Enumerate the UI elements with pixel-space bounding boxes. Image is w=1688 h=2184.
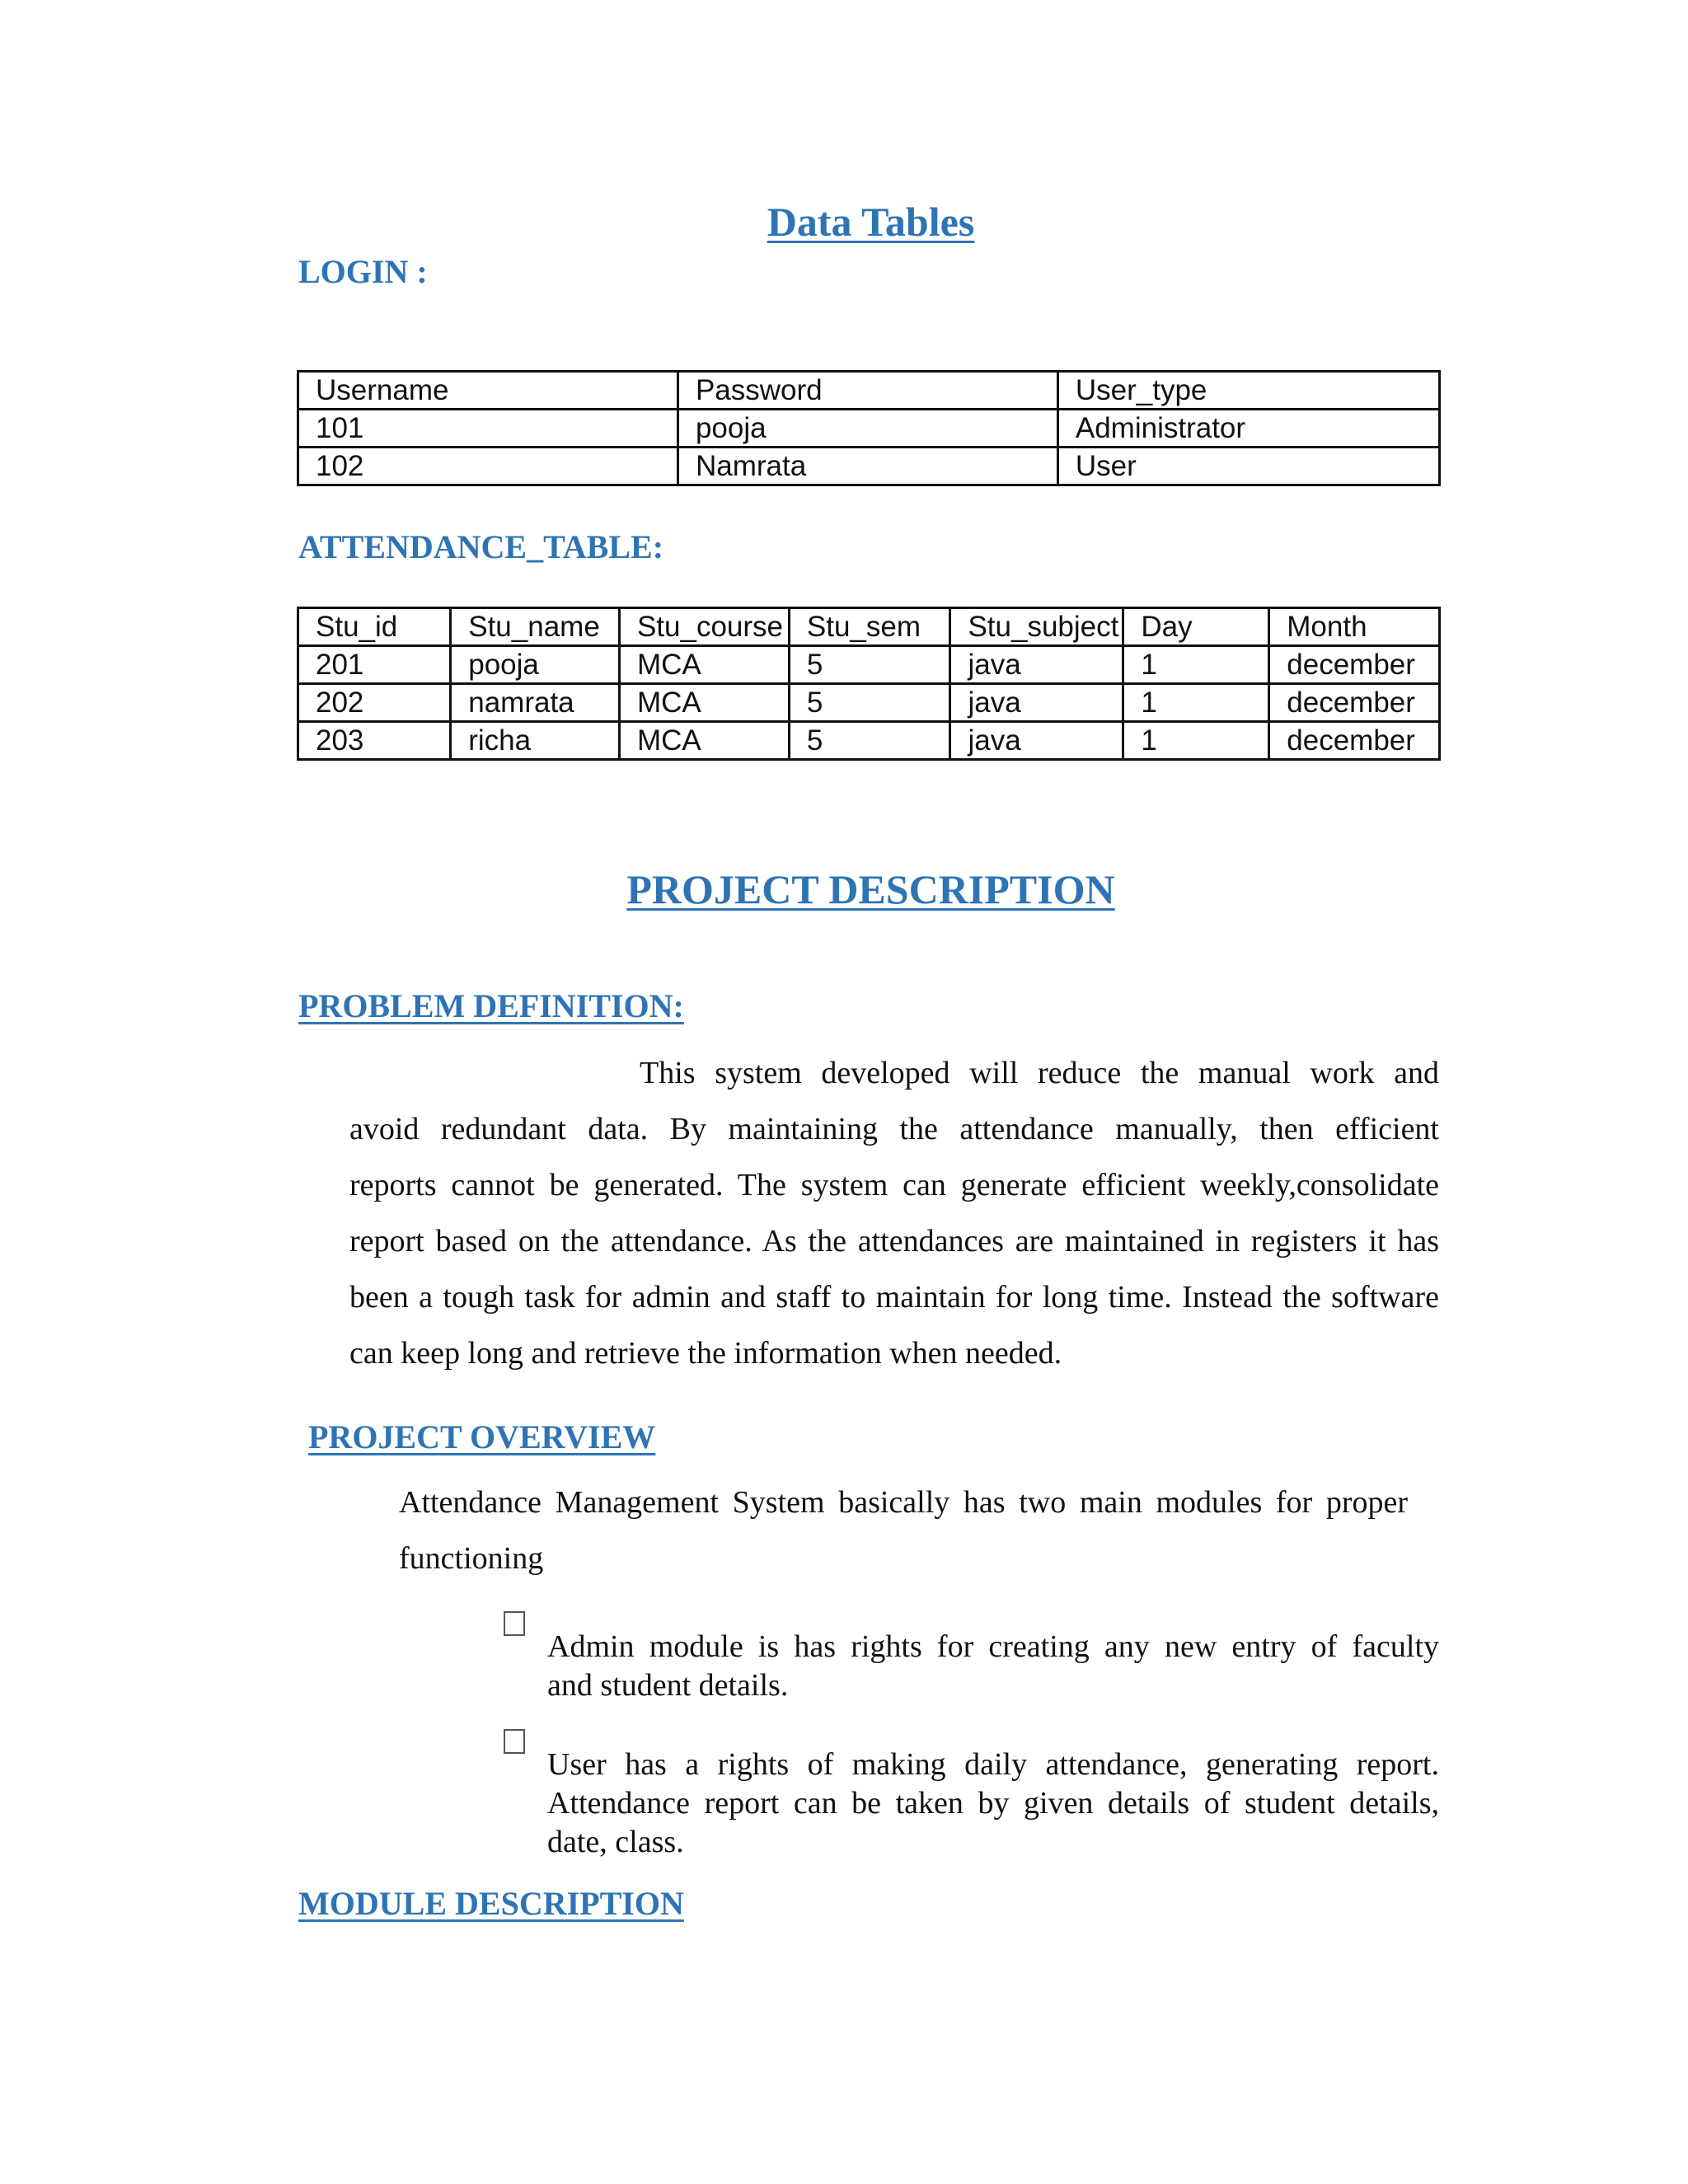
paragraph-line: avoid redundant data. By maintaining the attendance manually, then efficient [349,1112,1439,1146]
table-cell: Namrata [678,448,1057,485]
table-cell: java [950,684,1123,722]
module-description-heading: MODULE DESCRIPTION [298,1885,684,1922]
bullet-line: Admin module is has rights for creating any new entry of faculty [547,1629,1439,1664]
table-cell: java [950,722,1123,760]
table-row [298,722,1440,760]
bullet-line: User has a rights of making daily attendance, generating report. [547,1747,1439,1782]
login-heading: LOGIN : [298,253,428,290]
table-cell: Administrator [1057,410,1439,448]
table-cell: MCA [619,646,789,684]
table-cell: User [1057,448,1439,485]
table-cell: richa [451,722,620,760]
table-row [298,646,1440,684]
table-cell: 201 [298,646,451,684]
table-cell: december [1269,684,1440,722]
table-row [298,448,1440,485]
checkbox-bullet-icon [504,1611,525,1636]
paragraph-line: functioning [399,1541,544,1576]
table-cell: namrata [451,684,620,722]
project-overview-heading: PROJECT OVERVIEW [308,1418,656,1455]
table-cell: MCA [619,722,789,760]
column-header: Day [1123,608,1269,646]
table-cell: pooja [678,410,1057,448]
column-header: User_type [1057,372,1439,410]
column-header: Stu_name [451,608,620,646]
table-cell: 202 [298,684,451,722]
page-title: Data Tables [767,199,975,245]
table-row [298,684,1440,722]
column-header: Stu_course [619,608,789,646]
paragraph-line: can keep long and retrieve the information when needed. [349,1336,1062,1371]
column-header: Username [298,372,678,410]
paragraph-line: reports cannot be generated. The system can generate efficient weekly,consolidate [349,1168,1439,1202]
paragraph-line: This system developed will reduce the manual work and [640,1056,1439,1090]
paragraph-line: Attendance Management System basically has two main modules for proper [399,1485,1408,1520]
project-description-heading: PROJECT DESCRIPTION [626,866,1115,912]
problem-definition-heading: PROBLEM DEFINITION: [298,987,684,1024]
attendance-table [297,607,1441,761]
table-header-row [298,372,1440,410]
column-header: Stu_id [298,608,451,646]
column-header: Stu_sem [789,608,950,646]
table-cell: 1 [1123,722,1269,760]
attendance-table-heading: ATTENDANCE_TABLE: [298,528,664,565]
table-cell: 5 [789,684,950,722]
table-cell: 101 [298,410,678,448]
table-cell: 203 [298,722,451,760]
table-cell: 1 [1123,646,1269,684]
paragraph-line: report based on the attendance. As the attendances are maintained in registers it has [349,1224,1439,1258]
bullet-item-admin-module [547,1628,1439,1705]
table-row [298,410,1440,448]
table-cell: december [1269,722,1440,760]
project-overview-intro [399,1474,1408,1586]
table-cell: pooja [451,646,620,684]
table-cell: 5 [789,646,950,684]
table-cell: MCA [619,684,789,722]
bullet-line: date, class. [547,1825,684,1859]
column-header: Password [678,372,1057,410]
table-cell: december [1269,646,1440,684]
checkbox-bullet-icon [504,1729,525,1754]
paragraph-line: been a tough task for admin and staff to maintain for long time. Instead the software [349,1280,1439,1315]
problem-definition-text [349,1045,1439,1381]
column-header: Stu_subject [950,608,1123,646]
table-header-row [298,608,1440,646]
login-table [297,370,1441,486]
bullet-line: and student details. [547,1668,789,1703]
table-cell: 102 [298,448,678,485]
bullet-item-user-module [547,1746,1439,1862]
table-cell: 5 [789,722,950,760]
bullet-line: Attendance report can be taken by given details of student details, [547,1786,1439,1821]
table-cell: 1 [1123,684,1269,722]
column-header: Month [1269,608,1440,646]
table-cell: java [950,646,1123,684]
